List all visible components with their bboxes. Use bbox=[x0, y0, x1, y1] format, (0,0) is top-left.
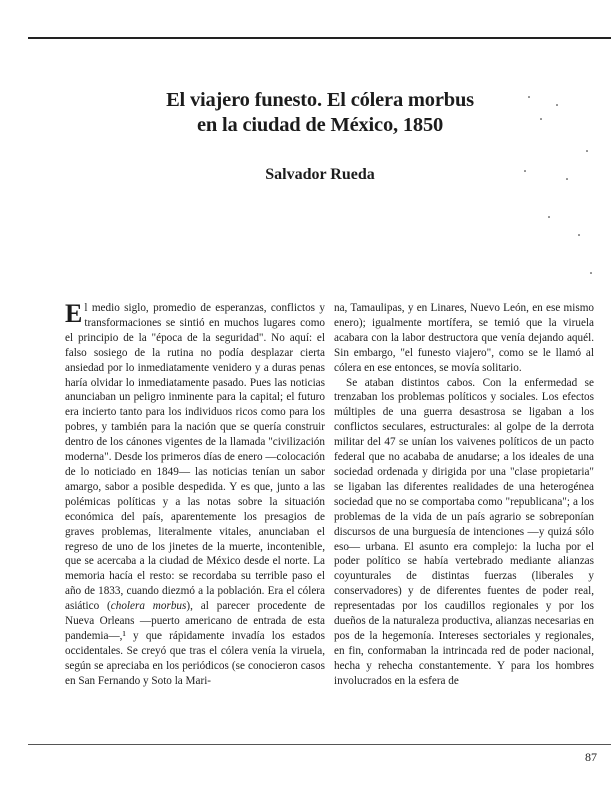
second-paragraph: Se ataban distintos cabos. Con la enfermedad se trenzaban los problemas políticos y sociales. Los efectos múltiples de una guerra desastrosa se ligaban a los conflictos seculares, estructurales: al golpe de la derrota militar del 47 se unían los vaivenes políticos de un pacto federal que no acababa de anudarse; a los ideales de una sociedad ordenada y dirigida por una "clase propietaria" se ligaban las diferentes realidades de una heterogénea sociedad que no se comportaba como "republicana"; a los problemas de la vida de un país agrario se sobreponían discursos de una burguesía de intenciones —y quizá sólo eso— urbana. El asunto era complejo: la lucha por el poder político se había vertebrado mediante alianzas coyunturales de distintas fuerzas (liberales y conservadores) y de diferentes fuentes de poder real, representadas por los caudillos regionales y por los dueños de la naturaleza productiva, alianzas necesarias en pos de la hegemonía. Intereses sectoriales y regionales, en fin, conformaban la intrincada red de poder nacional, hecha y rehecha constantemente. Y para los hombres involucrados en la esfera de bbox=[334, 376, 594, 687]
bottom-rule bbox=[28, 744, 611, 745]
opening-paragraph bbox=[65, 301, 325, 689]
opening-paragraph-text: l medio siglo, promedio de esperanzas, conflictos y transformaciones se sintió en muchos lugares como el principio de la "época de la seguridad". No aquí: el falso sosiego de la rutina no podía desplazar cierta ansiedad por lo inmediatamente venidero y a duras penas haría olvidar lo inmediatamente pasado. Pues las noticias anunciaban un peligro inminente para la capital; el futuro era incierto tanto para los individuos ricos como para los pobres, y también para la nación que se quería construir dentro de los cánones vigentes de la llamada "civilización moderna". Desde los primeros días de enero —colocación de lo noticiado en 1849— las noticias tenían un sabor amargo, sabor a posible despedida. Y es que, junto a las polémicas políticas y a las notas sobre la situación económica del país, aparentemente los presagios de graves problemas, literalmente vitales, anunciaban el regreso de uno de los jinetes de la muerte, incontenible, que se acercaba a la ciudad de México desde el norte. La memoria hacía el resto: se recordaba su terrible paso el año de 1833, cuando diezmó a la población. Era el cólera asiático ( bbox=[65, 302, 325, 613]
scan-speck bbox=[578, 234, 580, 236]
top-rule bbox=[28, 37, 611, 39]
title-line-1: El viajero funesto. El cólera morbus bbox=[166, 89, 474, 111]
title-line-2: en la ciudad de México, 1850 bbox=[196, 114, 444, 136]
article-title bbox=[130, 88, 510, 138]
scan-speck bbox=[590, 272, 592, 274]
italic-term: cholera morbus bbox=[110, 600, 187, 613]
scan-speck bbox=[528, 96, 530, 98]
scan-speck bbox=[540, 118, 542, 120]
author-name: Salvador Rueda bbox=[265, 166, 375, 183]
page-number: 87 bbox=[585, 750, 597, 764]
opening-paragraph-text-end: ), al parecer procedente de Nueva Orleans —puerto americano de entrada de esta pandemia—,¹ y que rápidamente invadía los estados occidentales. Se creyó que tras el cólera venía la viruela, según se apreciaba en los periódicos (se conocieron casos en San Fernando y Soto la Mari- bbox=[65, 600, 325, 687]
right-column bbox=[334, 301, 594, 689]
scan-speck bbox=[566, 178, 568, 180]
scan-speck bbox=[548, 216, 550, 218]
drop-cap: E bbox=[65, 299, 83, 328]
scan-speck bbox=[586, 150, 588, 152]
left-column bbox=[65, 301, 325, 689]
scan-speck bbox=[556, 104, 558, 106]
continued-paragraph: na, Tamaulipas, y en Linares, Nuevo León, en ese mismo enero); igualmente mortífera, se temió que la viruela acabara con la labor destructora que venía dejando aquél. Sin embargo, "el funesto viajero", como se le llamó al cólera en ese entonces, se movía solitario. bbox=[334, 302, 594, 374]
scan-speck bbox=[524, 170, 526, 172]
